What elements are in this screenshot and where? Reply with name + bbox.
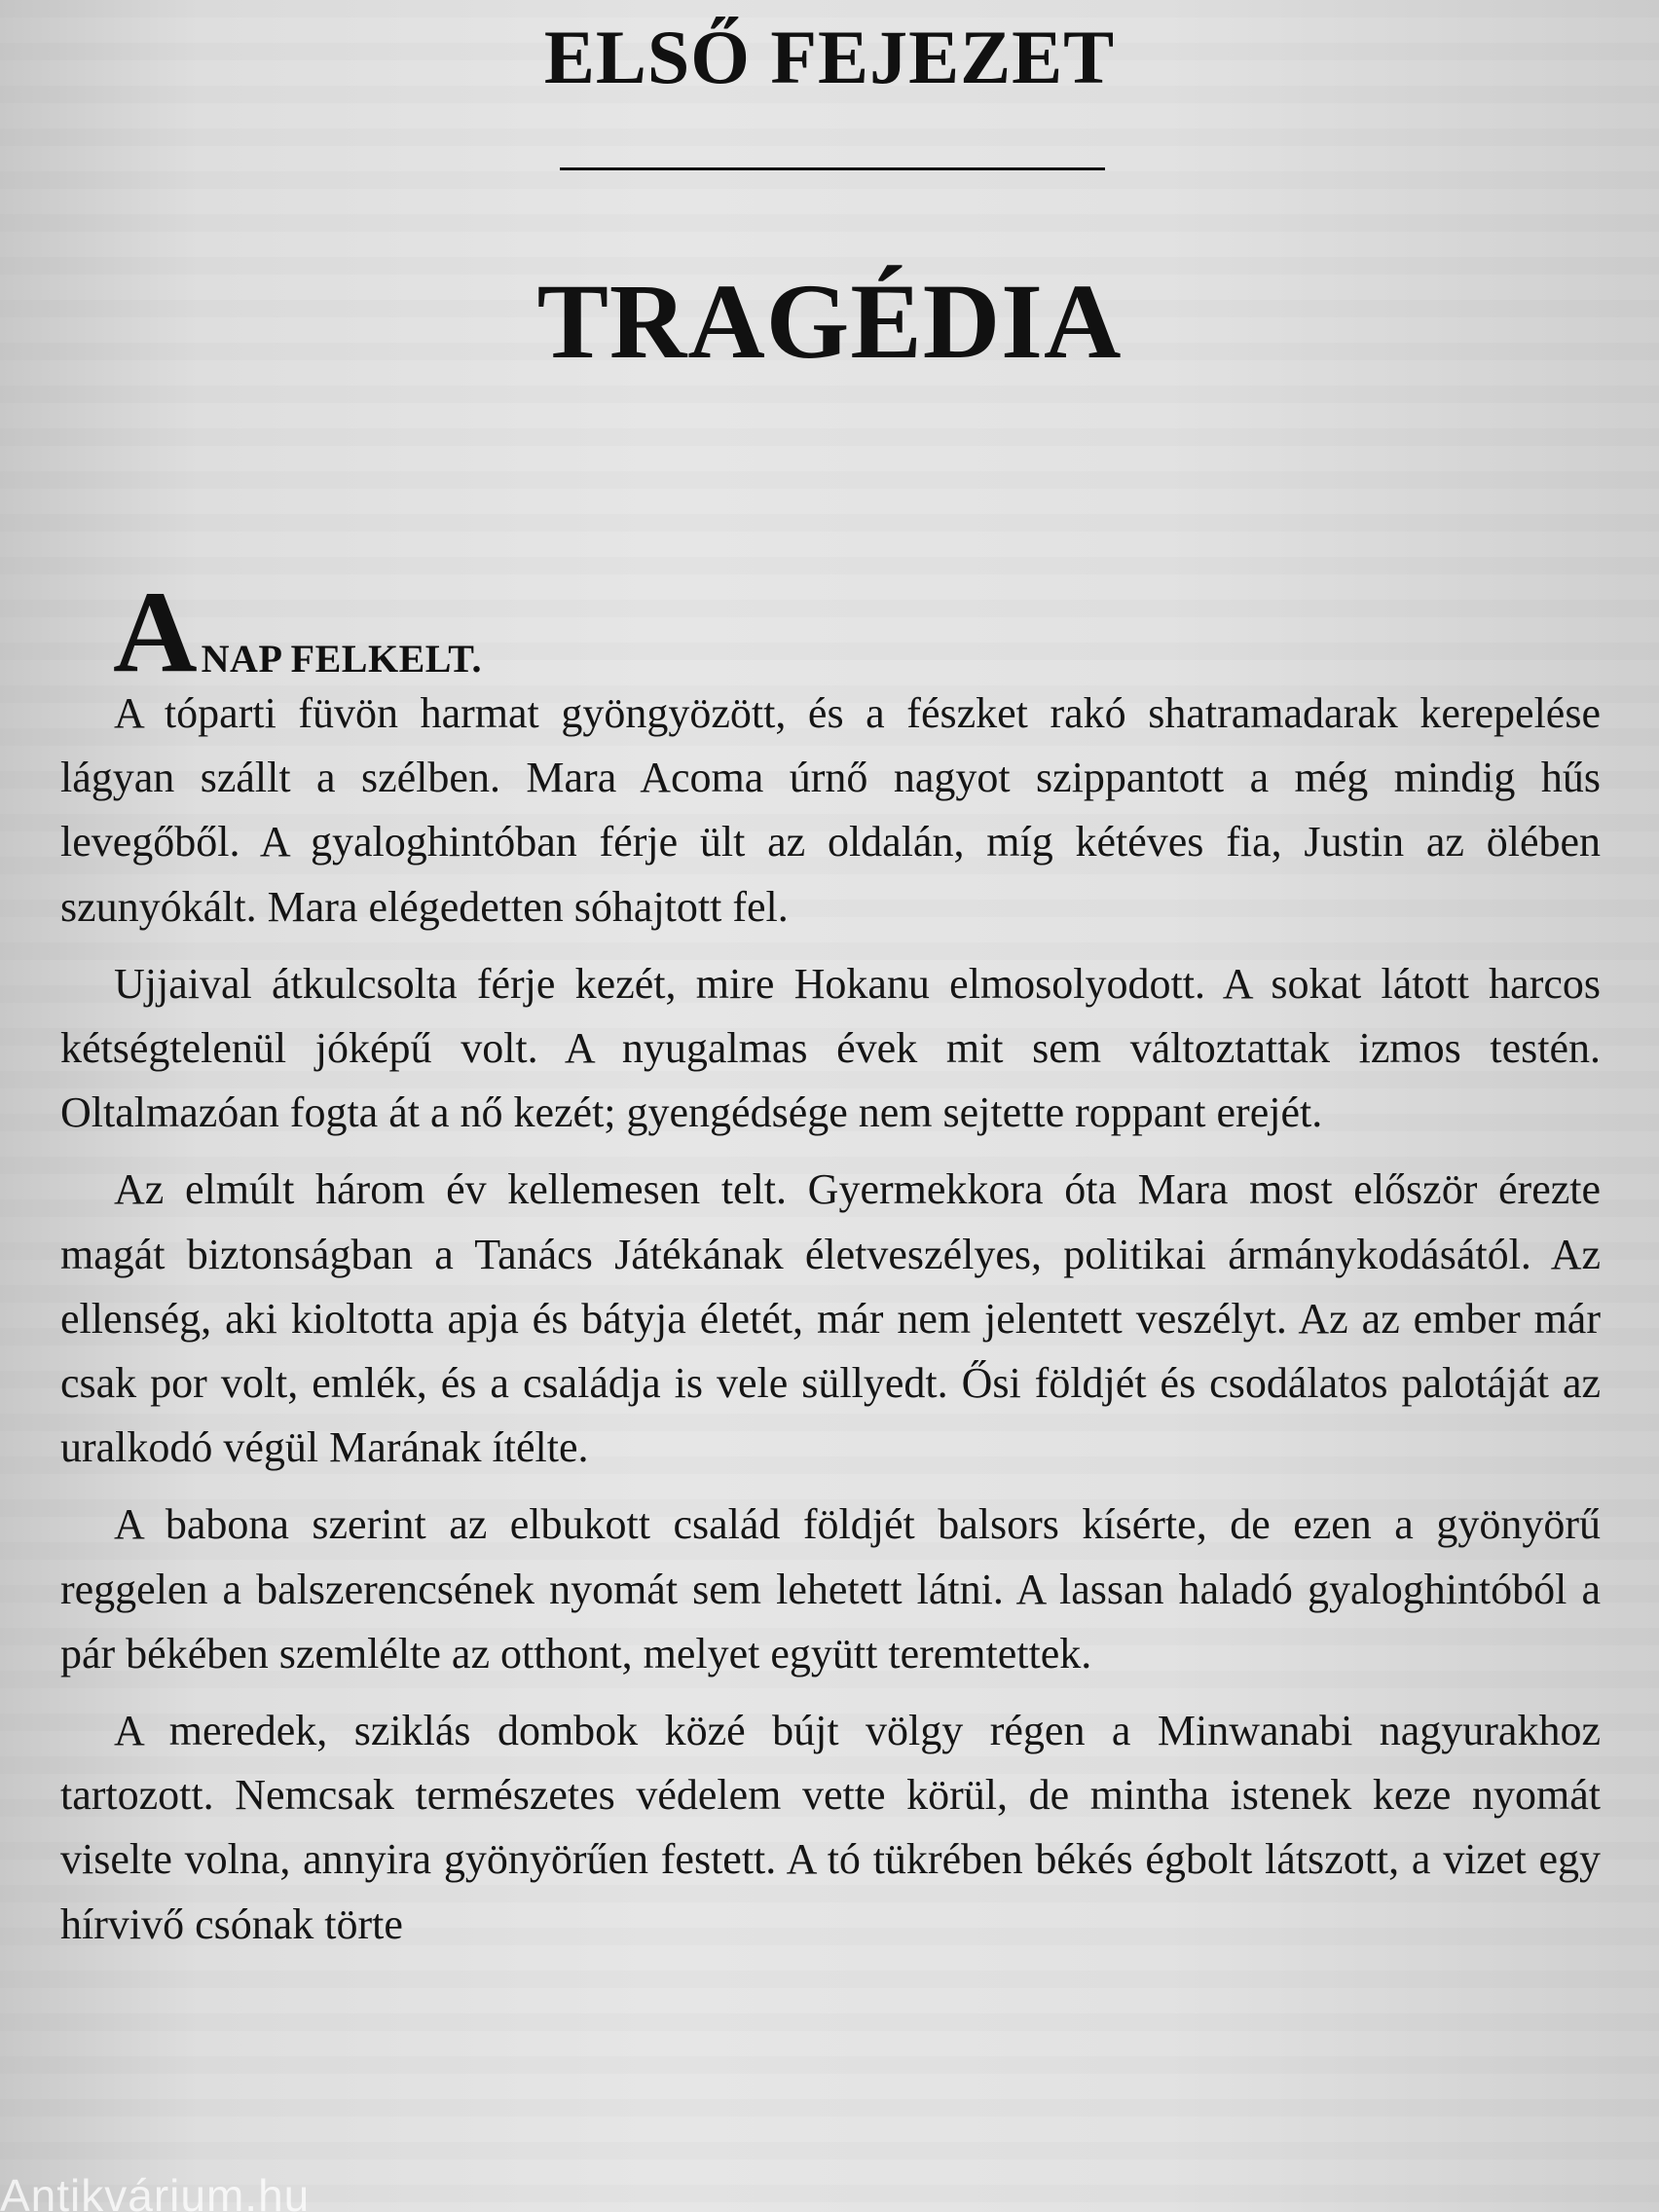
paragraph-3: Az elmúlt három év kellemesen telt. Gyermekkora óta Mara most először érezte magát biztonságban a Tanács Játékának életveszélyes, politikai ármánykodásától. Az ellenség, aki kioltotta apja és bátyja életét, már nem jelentett veszélyt. Az az ember már csak por volt, emlék, és a családja is vele süllyedt. Ősi földjét és csodálatos palotáját az uralkodó végül Marának ítélte. (60, 1165, 1601, 1472)
opening-small-caps: NAP FELKELT. (201, 637, 482, 681)
paragraph-5: A meredek, sziklás dombok közé bújt völgy régen a Minwanabi nagyurakhoz tartozott. Nemcsak természetes védelem vette körül, de mintha istenek keze nyomát viselte volna, annyira gyönyörűen festett. A tó tükrében békés égbolt látszott, a vizet egy hírvivő csónak törte (60, 1707, 1601, 1948)
paragraph-2: Ujjaival átkulcsolta férje kezét, mire Hokanu elmosolyodott. A sokat látott harcos kétségtelenül jóképű volt. A nyugalmas évek mit sem változtattak izmos testén. Oltalmazóan fogta át a nő kezét; gyengédsége nem sejtette roppant erejét. (60, 959, 1601, 1137)
chapter-label: ELSŐ FEJEZET (543, 15, 1116, 99)
chapter-title: TRAGÉDIA (536, 262, 1123, 381)
paragraph-1: A tóparti füvön harmat gyöngyözött, és a fészket rakó shatramadarak kerepelése lágyan szállt a szélben. Mara Acoma úrnő nagyot szippantott a még mindig hűs levegőből. A gyaloghintóban férje ült az oldalán, míg kétéves fia, Justin az ölében szunyókált. Mara elégedetten sóhajtott fel. (60, 689, 1601, 931)
body-text (60, 682, 1601, 1970)
chapter-divider (560, 167, 1105, 170)
opening-line (113, 567, 482, 696)
drop-cap: A (113, 567, 198, 696)
watermark: Antikvárium.hu (0, 2170, 311, 2212)
paragraph-4: A babona szerint az elbukott család földjét balsors kísérte, de ezen a gyönyörű reggelen a balszerencsének nyomát sem lehetett látni. A lassan haladó gyaloghintóból a pár békében szemlélte az otthont, melyet együtt teremtettek. (60, 1500, 1601, 1677)
